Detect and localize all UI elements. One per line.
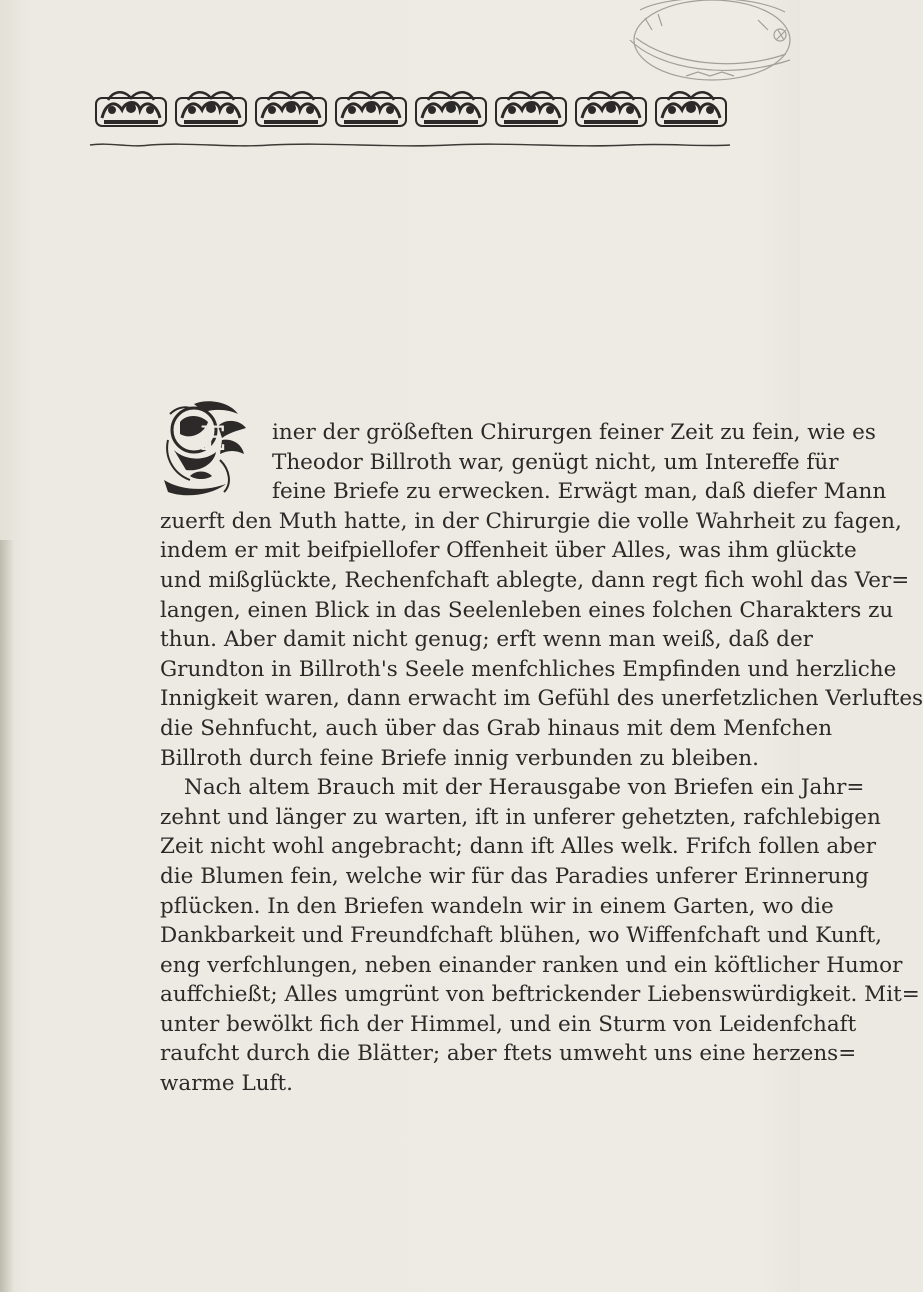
- ornament-band: [94, 88, 728, 142]
- text-line: Dankbarkeit und Freundfchaft blühen, wo Wiffenfchaft und Kunft,: [160, 923, 882, 949]
- text-line: iner der größeften Chirurgen feiner Zeit zu fein, wie es: [272, 420, 876, 445]
- text-line: Zeit nicht wohl angebracht; dann ift Alles welk. Frifch follen aber: [160, 834, 876, 860]
- text-line: eng verfchlungen, neben einander ranken und ein köftlicher Humor: [160, 952, 903, 978]
- text-line: thun. Aber damit nicht genug; erft wenn man weiß, daß der: [160, 627, 813, 653]
- library-stamp: [600, 0, 800, 100]
- paragraph-2: [160, 773, 920, 1099]
- text-line: zehnt und länger zu warten, ift in unferer gehetzten, rafchlebigen: [160, 804, 881, 830]
- text-line: Nach altem Brauch mit der Herausgabe von Briefen ein Jahr=: [184, 775, 865, 801]
- text-line: Billroth durch feine Briefe innig verbunden zu bleiben.: [160, 745, 759, 771]
- ornament-rule: [90, 140, 730, 150]
- text-line: die Blumen fein, welche wir für das Paradies unferer Erinnerung: [160, 863, 869, 889]
- text-line: feine Briefe zu erwecken. Erwägt man, daß diefer Mann: [272, 479, 887, 505]
- text-line: Grundton in Billroth's Seele menfchliches Empfinden und herzliche: [160, 656, 897, 682]
- text-line: und mißglückte, Rechenfchaft ablegte, dann regt fich wohl das Ver=: [160, 567, 910, 593]
- text-line: warme Luft.: [160, 1071, 293, 1097]
- text-line: pflücken. In den Briefen wandeln wir in einem Garten, wo die: [160, 893, 834, 919]
- binding-shadow: [0, 540, 14, 1292]
- text-line: raufcht durch die Blätter; aber ftets umweht uns eine herzens=: [160, 1041, 857, 1067]
- text-line: Innigkeit waren, dann erwacht im Gefühl des unerfetzlichen Verluftes: [160, 686, 923, 712]
- text-line: indem er mit beifpiellofer Offenheit über Alles, was ihm glückte: [160, 538, 857, 564]
- text-line: unter bewölkt fich der Himmel, und ein Sturm von Leidenfchaft: [160, 1011, 857, 1037]
- text-line: zuerft den Muth hatte, in der Chirurgie die volle Wahrheit zu fagen,: [160, 508, 902, 534]
- text-line: die Sehnfucht, auch über das Grab hinaus mit dem Menfchen: [160, 715, 833, 741]
- paragraph-1: [160, 418, 923, 773]
- text-line: langen, einen Blick in das Seelenleben eines folchen Charakters zu: [160, 597, 894, 623]
- text-line: Theodor Billroth war, genügt nicht, um Intereffe für: [272, 449, 839, 475]
- text-line: auffchießt; Alles umgrünt von beftrickender Liebenswürdigkeit. Mit=: [160, 982, 920, 1008]
- body-text: [160, 418, 923, 1099]
- svg-text:E: E: [200, 419, 226, 459]
